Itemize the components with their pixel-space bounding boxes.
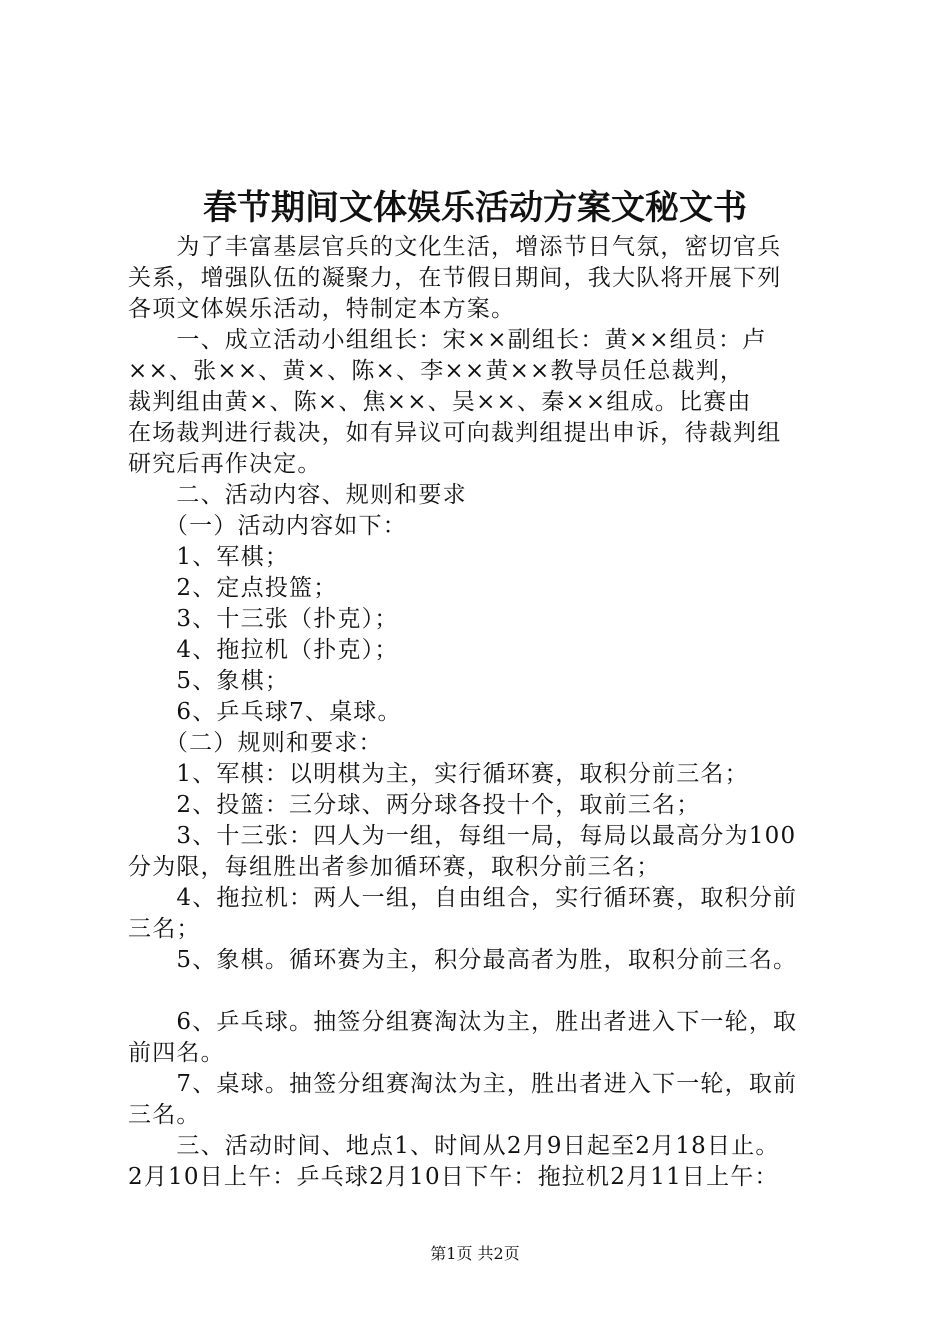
rule-item: 三名； bbox=[128, 916, 201, 942]
body-line: 为了丰富基层官兵的文化生活，增添节日气氛，密切官兵 bbox=[128, 234, 782, 260]
rule-item: 6、乒乓球。抽签分组赛淘汰为主，胜出者进入下一轮，取 bbox=[128, 1009, 798, 1035]
body-line: 一、成立活动小组组长：宋××副组长：黄××组员：卢 bbox=[128, 327, 767, 353]
rule-item: 分为限，每组胜出者参加循环赛，取积分前三名； bbox=[128, 854, 661, 880]
list-item: 3、十三张（扑克）； bbox=[128, 606, 399, 632]
list-item: 5、象棋； bbox=[128, 668, 290, 694]
document-title: 春节期间文体娱乐活动方案文秘文书 bbox=[203, 188, 747, 228]
section-heading: 二、活动内容、规则和要求 bbox=[128, 482, 467, 508]
list-item: 1、军棋； bbox=[128, 544, 290, 570]
rule-item: 5、象棋。循环赛为主，积分最高者为胜，取积分前三名。 bbox=[128, 947, 798, 973]
blank-line bbox=[128, 976, 840, 1007]
rule-item: 3、十三张：四人为一组，每组一局，每局以最高分为100 bbox=[128, 823, 797, 849]
list-item: 2、定点投篮； bbox=[128, 575, 338, 601]
page-footer: 第1页 共2页 bbox=[430, 1244, 520, 1263]
subsection-heading: （二）规则和要求： bbox=[128, 730, 383, 756]
section-heading: 三、活动时间、地点1、时间从2月9日起至2月18日止。 bbox=[128, 1133, 780, 1159]
body-line: 裁判组由黄×、陈×、焦××、吴××、秦××组成。比赛由 bbox=[128, 389, 752, 415]
list-item: 6、乒乓球7、桌球。 bbox=[128, 699, 402, 725]
rule-item: 4、拖拉机：两人一组，自由组合，实行循环赛，取积分前 bbox=[128, 885, 798, 911]
list-item: 4、拖拉机（扑克）； bbox=[128, 637, 399, 663]
body-line: 各项文体娱乐活动，特制定本方案。 bbox=[128, 296, 516, 322]
body-line: 研究后再作决定。 bbox=[128, 451, 322, 477]
rule-item: 前四名。 bbox=[128, 1040, 225, 1066]
rule-item: 2、投篮：三分球、两分球各投十个，取前三名； bbox=[128, 792, 701, 818]
body-line: 2月10日上午：乒乓球2月10日下午：拖拉机2月11日上午： bbox=[128, 1164, 779, 1190]
document-body bbox=[128, 232, 840, 1193]
body-line: 关系，增强队伍的凝聚力，在节假日期间，我大队将开展下列 bbox=[128, 265, 782, 291]
body-line: 在场裁判进行裁决，如有异议可向裁判组提出申诉，待裁判组 bbox=[128, 420, 782, 446]
body-line: ××、张××、黄×、陈×、李××黄××教导员任总裁判， bbox=[128, 358, 745, 384]
rule-item: 三名。 bbox=[128, 1102, 201, 1128]
rule-item: 7、桌球。抽签分组赛淘汰为主，胜出者进入下一轮，取前 bbox=[128, 1071, 798, 1097]
rule-item: 1、军棋：以明棋为主，实行循环赛，取积分前三名； bbox=[128, 761, 749, 787]
subsection-heading: （一）活动内容如下： bbox=[128, 513, 407, 539]
